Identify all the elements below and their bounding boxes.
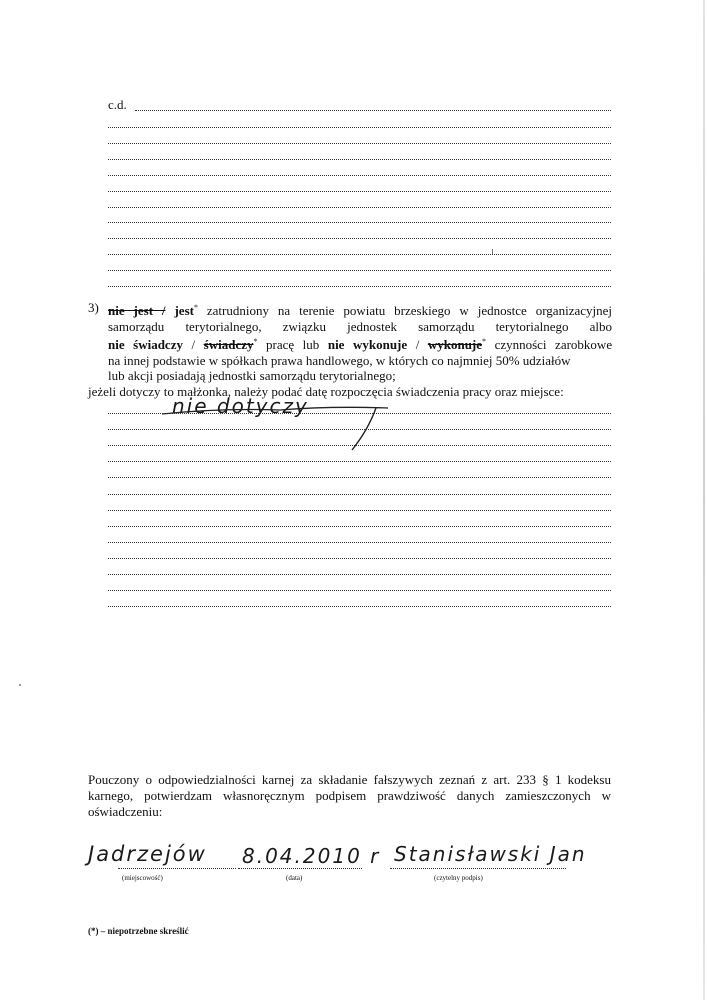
date-caption: (data) <box>286 874 303 882</box>
dotted-line <box>108 606 611 607</box>
slash: / <box>415 337 420 352</box>
line-text: zatrudniony na terenie powiatu brzeskiego w jednostce organizacyjnej <box>206 303 612 318</box>
place-dotted-line <box>118 868 236 869</box>
asterisk: * <box>482 337 487 346</box>
kept-option: nie świadczy <box>108 337 183 352</box>
slash: / <box>191 337 196 352</box>
signature-caption: (czytelny podpis) <box>434 874 483 882</box>
handwritten-answer: nie dotyczy <box>172 394 309 418</box>
struck-option: wykonuje <box>427 337 483 352</box>
statement <box>88 772 611 820</box>
dotted-line <box>108 574 611 575</box>
signature-row <box>88 836 618 896</box>
signature-handwritten: Stanisławski Jan <box>394 842 587 866</box>
dotted-line <box>108 494 611 495</box>
dotted-line <box>108 590 611 591</box>
dotted-line <box>108 558 611 559</box>
item-3-line-6: jeżeli dotyczy to małżonka, należy podać datę rozpoczęcia świadczenia pracy oraz miejsce: <box>88 383 564 399</box>
line-text: czynności zarobkowe <box>494 337 613 352</box>
asterisk: * <box>193 303 198 312</box>
cd-label: c.d. <box>108 97 127 112</box>
date-dotted-line <box>238 868 362 869</box>
date-handwritten: 8.04.2010 r <box>242 844 381 868</box>
item-3-line-2: samorządu terytorialnego, związku jednostek samorządu terytorialnego albo <box>108 318 612 334</box>
kept-option: jest <box>174 303 194 318</box>
item-3-line-5: lub akcji posiadają jednostki samorządu terytorialnego; <box>108 368 396 383</box>
dotted-line <box>108 477 611 478</box>
place-handwritten: Jadrzejów <box>88 842 207 866</box>
dotted-line <box>108 526 611 527</box>
line-text: pracę lub <box>266 337 320 352</box>
dotted-line <box>108 445 611 446</box>
place-caption: (miejscowość) <box>122 874 163 882</box>
kept-option: nie wykonuje <box>327 337 408 352</box>
dotted-line <box>108 510 611 511</box>
dotted-line <box>108 461 611 462</box>
dotted-line <box>108 413 611 414</box>
asterisk: * <box>253 337 258 346</box>
statement-text: Pouczony o odpowiedzialności karnej za składanie fałszywych zeznań z art. 233 § 1 kodeksu karnego, potwierdzam własnoręcznym podpisem prawdziwość danych zamieszczonych w oświadczeniu: <box>88 772 611 819</box>
dotted-line <box>108 429 611 430</box>
dotted-line <box>108 542 611 543</box>
struck-option: nie jest / <box>108 303 166 318</box>
signature-dotted-line <box>390 868 566 869</box>
struck-option: świadczy <box>203 337 254 352</box>
item-number: 3) <box>88 300 99 315</box>
item-3-line-4: na innej podstawie w spółkach prawa handlowego, w których co najmniej 50% udziałów <box>108 352 571 368</box>
footnote: (*) – niepotrzebne skreślić <box>88 926 189 936</box>
